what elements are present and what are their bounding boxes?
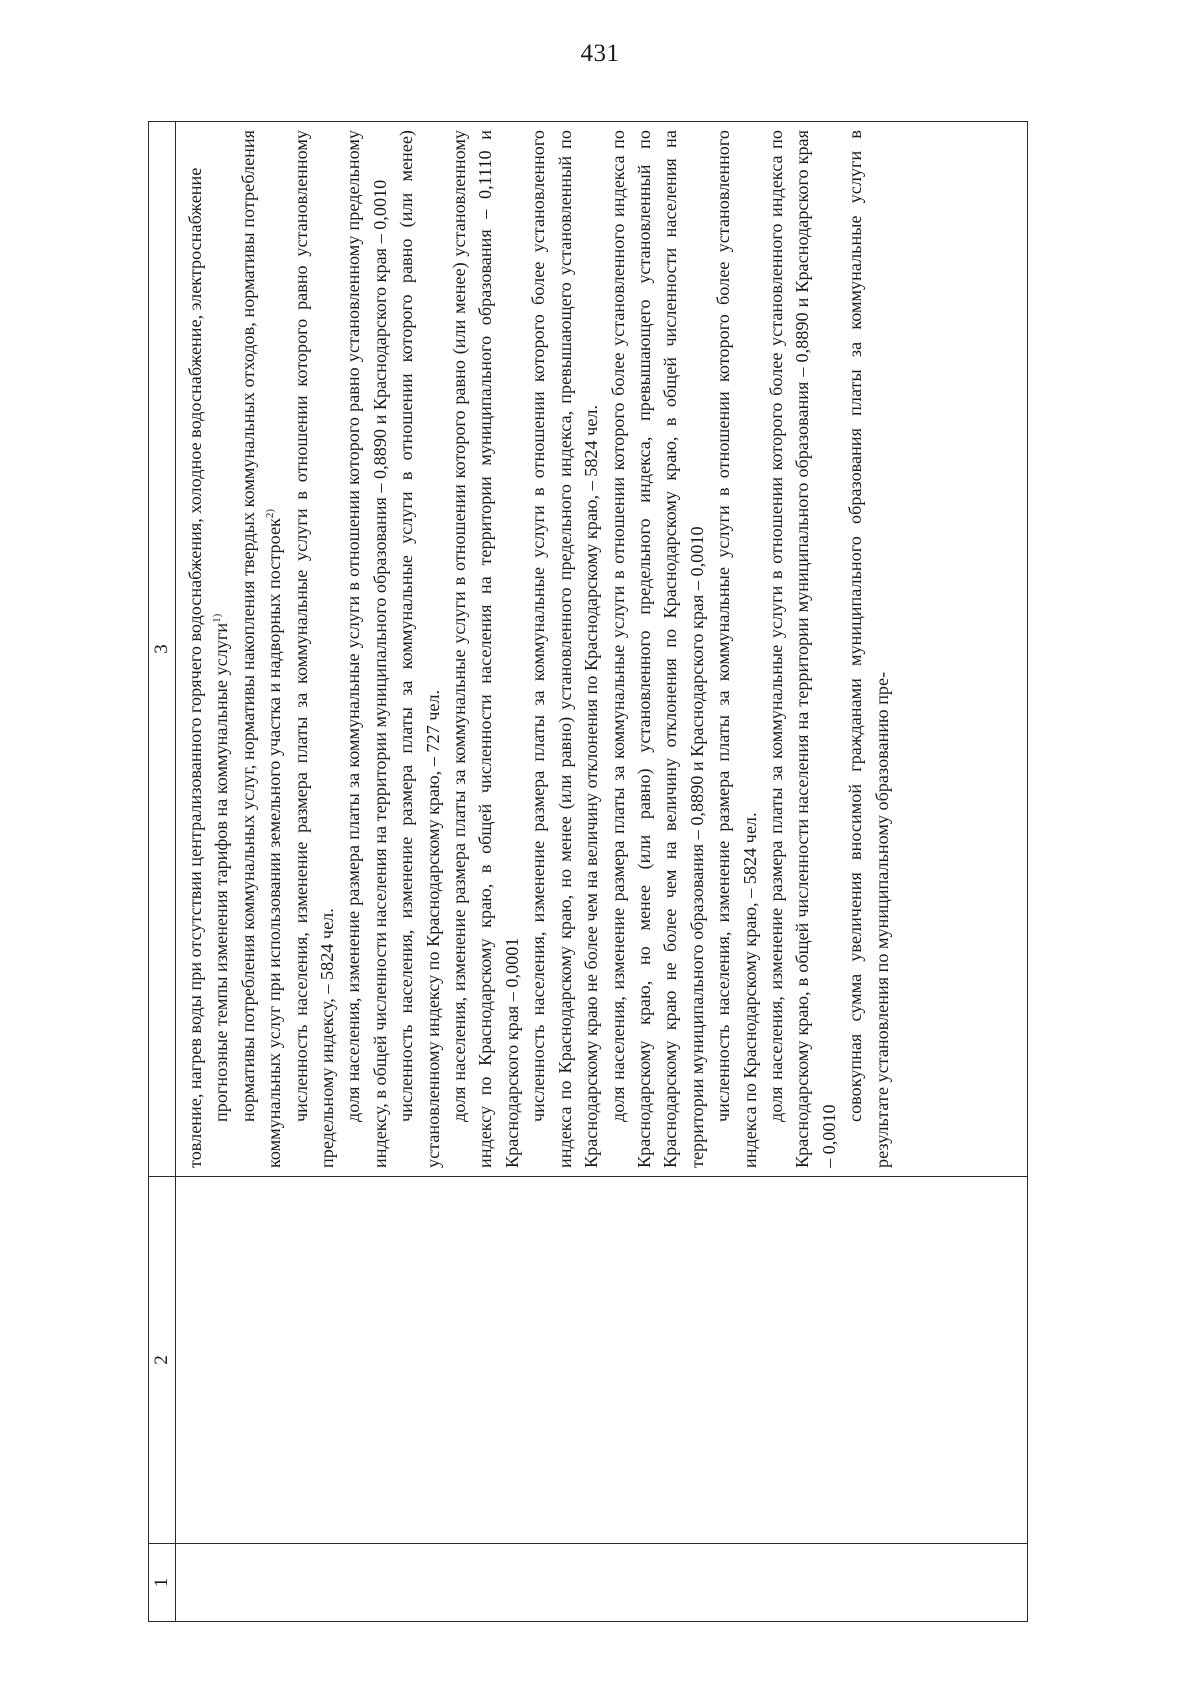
paragraph — [763, 130, 842, 1168]
footnote-marker: 1) — [211, 613, 224, 623]
paragraph-text: нормативы потребления коммунальных услуг, нормативы накопления твердых коммунальных отходов, нормативы потребления коммунальных услуг при использовании земельного участка и надворных построек — [237, 130, 285, 1168]
paragraph — [182, 130, 208, 1168]
paragraph — [842, 130, 895, 1168]
table-row — [176, 122, 1028, 1622]
header-col-3: 3 — [149, 122, 176, 1177]
paragraph-text: доля населения, изменение размера платы за коммунальные услуги в отношении которого равно (или менее) установленному индексу по Краснодарскому краю, в общей численности населения на территории муниципального образования – 0,1110 и Краснодарского края – 0,0001 — [449, 130, 522, 1168]
row-col-1 — [176, 1544, 1028, 1622]
paragraph — [446, 130, 525, 1168]
paragraph-text: численность населения, изменение размера платы за коммунальные услуги в отношении которого более установленного индекса по Краснодарскому краю, – 5824 чел. — [713, 130, 760, 1168]
paragraph-text: доля населения, изменение размера платы за коммунальные услуги в отношении которого более установленного индекса по Краснодарскому краю, в общей численности населения на территории муниципального образования – 0,8890 и Краснодарского края – 0,0010 — [765, 130, 839, 1168]
table-header-row — [149, 122, 176, 1622]
paragraph-text: совокупная сумма увеличения вносимой гражданами муниципального образования платы за коммунальные услуги в результате установления по муниципальному образованию пре- — [845, 130, 892, 1168]
paragraph-text: доля населения, изменение размера платы за коммунальные услуги в отношении которого более установленного индекса по Краснодарскому краю, но менее (или равно) установленного предельного индекса, превышающего установленный по Краснодарскому краю не более чем на величину отклонения по Краснодарскому краю, в общей численности населения на территории муниципального образования – 0,8890 и Краснодарского края – 0,0010 — [607, 130, 707, 1168]
row-col-3-text — [176, 122, 1028, 1177]
paragraph-text: доля населения, изменение размера платы за коммунальные услуги в отношении которого равно установленному предельному индексу, в общей численности населения на территории муниципального образования – 0,8890 и Краснодарского края – 0,0010 — [343, 130, 390, 1168]
paragraph — [208, 130, 234, 1168]
footnote-marker: 2) — [264, 508, 277, 519]
paragraph — [710, 130, 763, 1168]
paragraph — [605, 130, 711, 1168]
paragraph — [340, 130, 393, 1168]
header-col-1: 1 — [149, 1544, 176, 1622]
paragraph-text: численность населения, изменение размера платы за коммунальные услуги в отношении которого более установленного индекса по Краснодарскому краю, но менее (или равно) установленного предельного индекса, превышающего установленный по Краснодарскому краю не более чем на величину отклонения по Краснодарскому краю, – 5824 чел. — [528, 130, 602, 1168]
header-col-2: 2 — [149, 1177, 176, 1544]
paragraph-text: прогнозные темпы изменения тарифов на коммунальные услуги — [211, 622, 232, 1122]
document-table — [148, 121, 1028, 1622]
paragraph — [288, 130, 341, 1168]
paragraph — [235, 130, 288, 1168]
page-number: 431 — [580, 40, 620, 67]
paragraph — [393, 130, 446, 1168]
paragraph-text: товление, нагрев воды при отсутствии централизованного горячего водоснабжения, холодное водоснабжение, электроснабжение — [185, 167, 205, 1168]
rotated-table-wrapper — [148, 122, 1028, 1622]
row-col-2 — [176, 1177, 1028, 1544]
paragraph — [525, 130, 604, 1168]
paragraph-text: численность населения, изменение размера платы за коммунальные услуги в отношении которого равно установленному предельному индексу, – 5824 чел. — [290, 130, 338, 1168]
paragraph-text: численность населения, изменение размера платы за коммунальные услуги в отношении которого равно (или менее) установленному индексу по Краснодарскому краю, – 727 чел. — [396, 130, 443, 1168]
